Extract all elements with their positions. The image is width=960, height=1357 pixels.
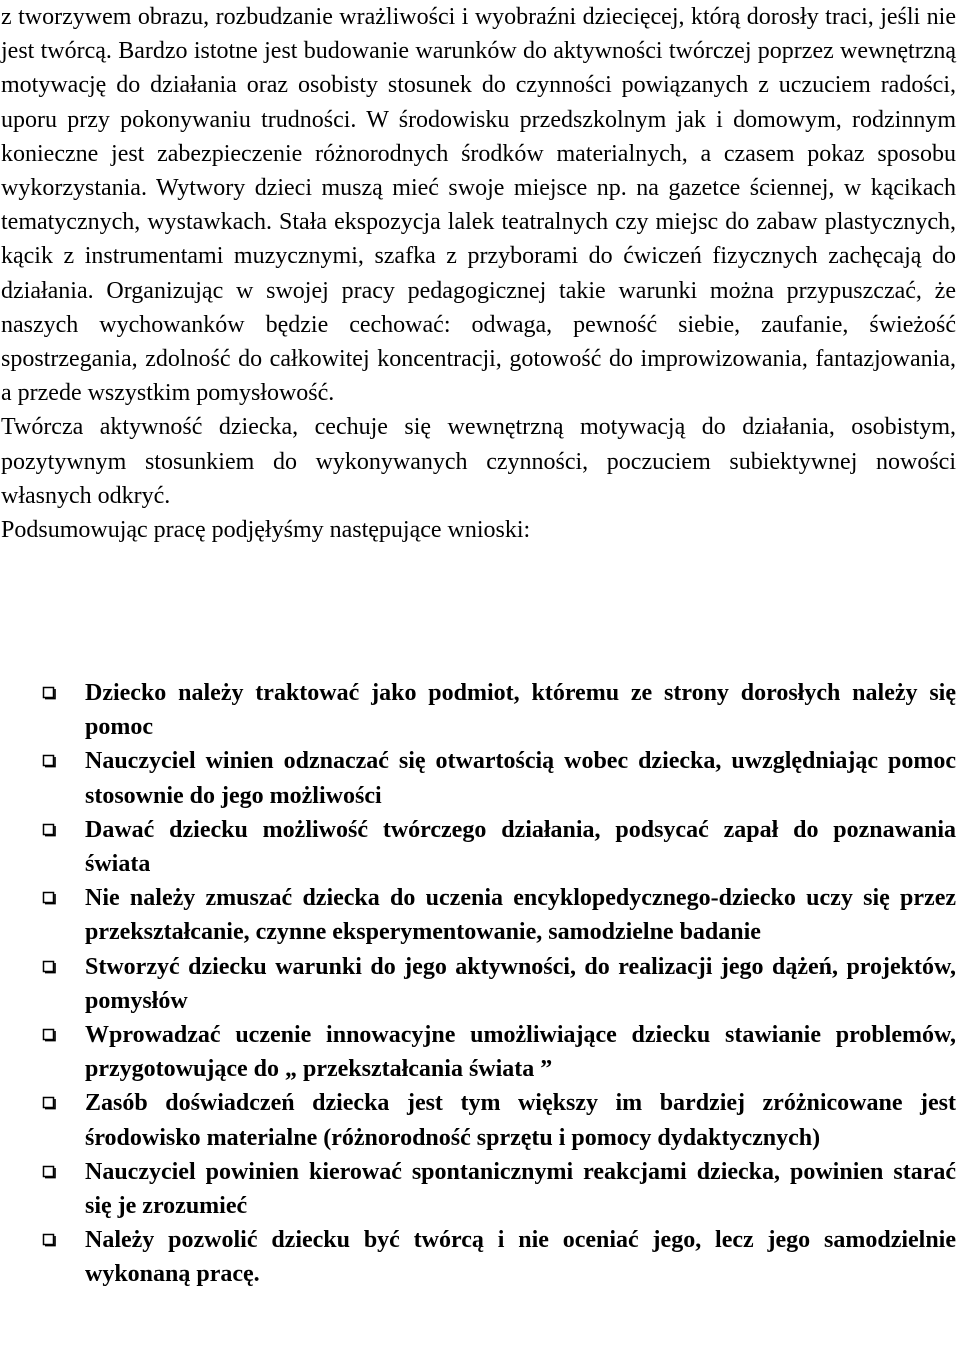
list-item-text: Dawać dziecku możliwość twórczego działania, podsycać zapał do poznawania świata: [85, 816, 956, 878]
hollow-square-bullet-icon: [42, 1233, 56, 1247]
conclusions-intro: Podsumowując pracę podjęłyśmy następujące wnioski:: [1, 517, 531, 544]
list-item: [0, 1086, 956, 1154]
list-item: [0, 744, 956, 812]
list-item-text: Zasób doświadczeń dziecka jest tym większy im bardziej zróżnicowane jest środowisko materialne (różnorodność sprzętu i pomocy dydaktycznych): [85, 1090, 956, 1151]
body-paragraph-1: z tworzywem obrazu, rozbudzanie wrażliwości i wyobraźni dziecięcej, którą dorosły traci, jeśli nie jest twórcą. Bardzo istotne jest budowanie warunków do aktywności twórczej poprzez wewnętrzną motywację do działania oraz osobisty stosunek do czynności powiązanych z uczuciem radości, uporu przy pokonywaniu trudności. W środowisku przedszkolnym jak i domowym, rodzinnym konieczne jest zabezpieczenie różnorodnych środków materialnych, a czasem pokaz sposobu wykorzystania. Wytwory dzieci muszą mieć swoje miejsce np. na gazetce ściennej, w kącikach tematycznych, wystawkach. Stała ekspozycja lalek teatralnych czy miejsc do zabaw plastycznych, kącik z instrumentami muzycznymi, szafka z przyborami do ćwiczeń fizycznych zachęcają do działania. Organizując w swojej pracy pedagogicznej takie warunki można przypuszczać, że naszych wychowanków będzie cechować: odwaga, pewność siebie, zaufanie, świeżość spostrzegania, zdolność do całkowitej koncentracji, gotowość do improwizowania, fantazjowania, a przede wszystkim pomysłowość.: [1, 4, 956, 407]
list-item: [0, 1223, 956, 1291]
list-item-text: Dziecko należy traktować jako podmiot, któremu ze strony dorosłych należy się pomoc: [85, 680, 956, 741]
list-item-text: Nie należy zmuszać dziecka do uczenia encyklopedycznego-dziecko uczy się przez przekształcanie, czynne eksperymentowanie, samodzielne badanie: [85, 885, 956, 946]
list-item: [0, 1018, 956, 1086]
list-item: [0, 950, 956, 1018]
list-item: [0, 676, 956, 744]
list-item-text: Wprowadzać uczenie innowacyjne umożliwiające dziecku stawianie problemów, przygotowujące do „ przekształcania świata ”: [85, 1022, 956, 1083]
hollow-square-bullet-icon: [42, 823, 56, 837]
hollow-square-bullet-icon: [42, 1028, 56, 1042]
hollow-square-bullet-icon: [42, 754, 56, 768]
list-item-text: Nauczyciel powinien kierować spontanicznymi reakcjami dziecka, powinien starać się je zrozumieć: [85, 1158, 956, 1220]
document-page: [0, 0, 956, 547]
hollow-square-bullet-icon: [42, 1096, 56, 1110]
list-item-text: Należy pozwolić dziecku być twórcą i nie oceniać jego, lecz jego samodzielnie wykonaną pracę.: [85, 1227, 956, 1288]
list-item-text: Nauczyciel winien odznaczać się otwartością wobec dziecka, uwzględniając pomoc stosownie do jego możliwości: [85, 748, 956, 809]
conclusions-list: [0, 676, 956, 1292]
list-item-text: Stworzyć dziecku warunki do jego aktywności, do realizacji jego dążeń, projektów, pomysłów: [85, 953, 956, 1014]
hollow-square-bullet-icon: [42, 686, 56, 700]
hollow-square-bullet-icon: [42, 1165, 56, 1179]
hollow-square-bullet-icon: [42, 960, 56, 974]
body-paragraph-2: Twórcza aktywność dziecka, cechuje się wewnętrzną motywacją do działania, osobistym, pozytywnym stosunkiem do wykonywanych czynności, poczuciem subiektywnej nowości własnych odkryć.: [1, 414, 956, 509]
hollow-square-bullet-icon: [42, 891, 56, 905]
list-item: [0, 813, 956, 881]
list-item: [0, 881, 956, 949]
list-item: [0, 1155, 956, 1223]
